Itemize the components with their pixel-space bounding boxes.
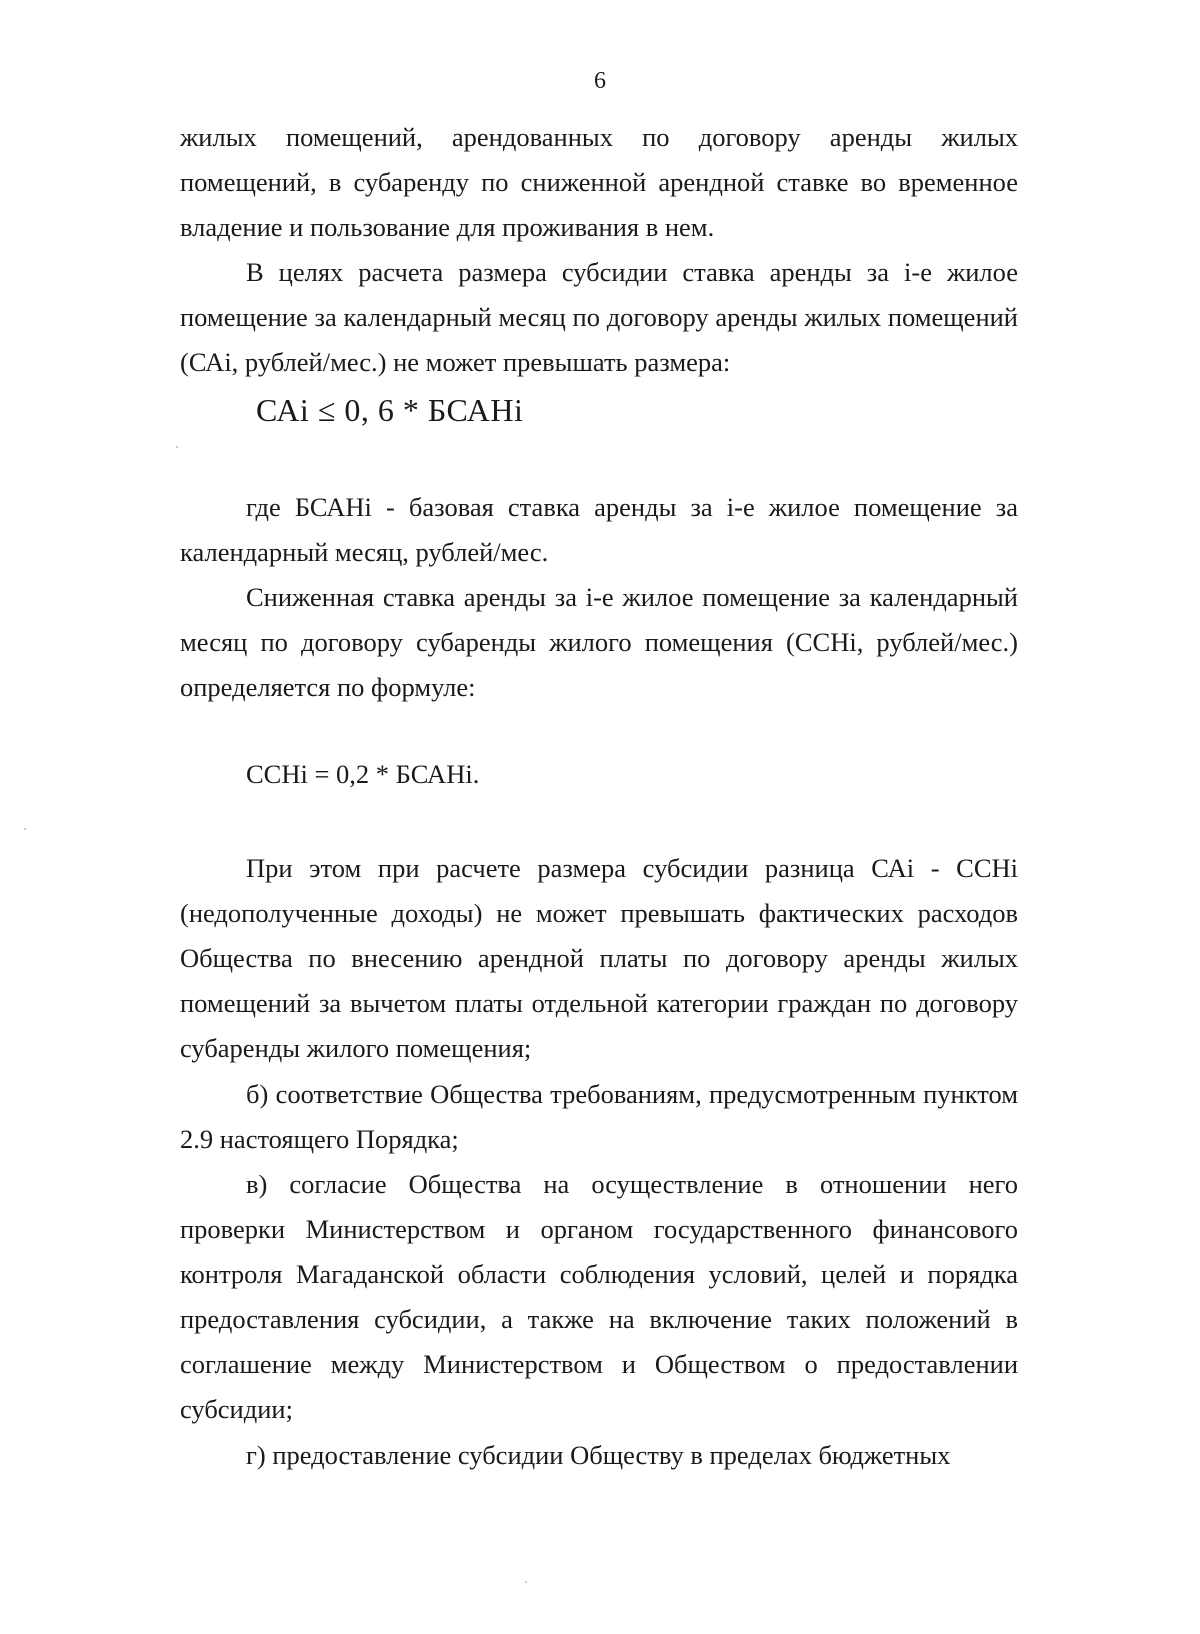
page-number: 6 xyxy=(594,68,606,94)
paragraph-text: где БСАНi - базовая ставка аренды за i-е жилое помещение за календарный месяц, рублей/мес. xyxy=(180,492,1018,567)
paragraph-reduced-rate xyxy=(180,575,1018,710)
formula-reduced-rate: ССНi = 0,2 * БСАНi. xyxy=(246,759,480,789)
paragraph-continuation xyxy=(180,115,1018,250)
paragraph-item-v xyxy=(180,1162,1018,1432)
paragraph-base-rate-definition xyxy=(180,485,1018,575)
paragraph-text: г) предоставление субсидии Обществу в пределах бюджетных xyxy=(246,1440,951,1470)
paragraph-text: б) соответствие Общества требованиям, предусмотренным пунктом 2.9 настоящего Порядка; xyxy=(180,1079,1018,1154)
scan-speck xyxy=(176,446,178,448)
paragraph-text: в) согласие Общества на осуществление в отношении него проверки Министерством и органом государственного финансового контроля Магаданской области соблюдения условий, целей и порядка предоставления субсидии, а также на включение таких положений в соглашение между Министерством и Обществом о предоставлении субсидии; xyxy=(180,1169,1018,1424)
formula-rate-cap: САi ≤ 0, 6 * БСАНi xyxy=(256,392,524,428)
paragraph-item-g xyxy=(180,1433,1018,1478)
paragraph-text: В целях расчета размера субсидии ставка аренды за i-е жилое помещение за календарный месяц по договору аренды жилых помещений (САi, рублей/мес.) не может превышать размера: xyxy=(180,257,1018,377)
scan-speck xyxy=(525,1581,527,1583)
paragraph-text: жилых помещений, арендованных по договору аренды жилых помещений, в субаренду по сниженной арендной ставке во временное владение и пользование для проживания в нем. xyxy=(180,122,1018,242)
scan-speck xyxy=(24,828,26,830)
paragraph-item-b xyxy=(180,1072,1018,1162)
paragraph-rate-limit xyxy=(180,250,1018,385)
paragraph-text: Сниженная ставка аренды за i-е жилое помещение за календарный месяц по договору субаренды жилого помещения (ССНi, рублей/мес.) определяется по формуле: xyxy=(180,582,1018,702)
paragraph-text: При этом при расчете размера субсидии разница САi - ССНi (недополученные доходы) не может превышать фактических расходов Общества по внесению арендной платы по договору аренды жилых помещений за вычетом платы отдельной категории граждан по договору субаренды жилого помещения; xyxy=(180,853,1018,1063)
paragraph-difference xyxy=(180,846,1018,1071)
